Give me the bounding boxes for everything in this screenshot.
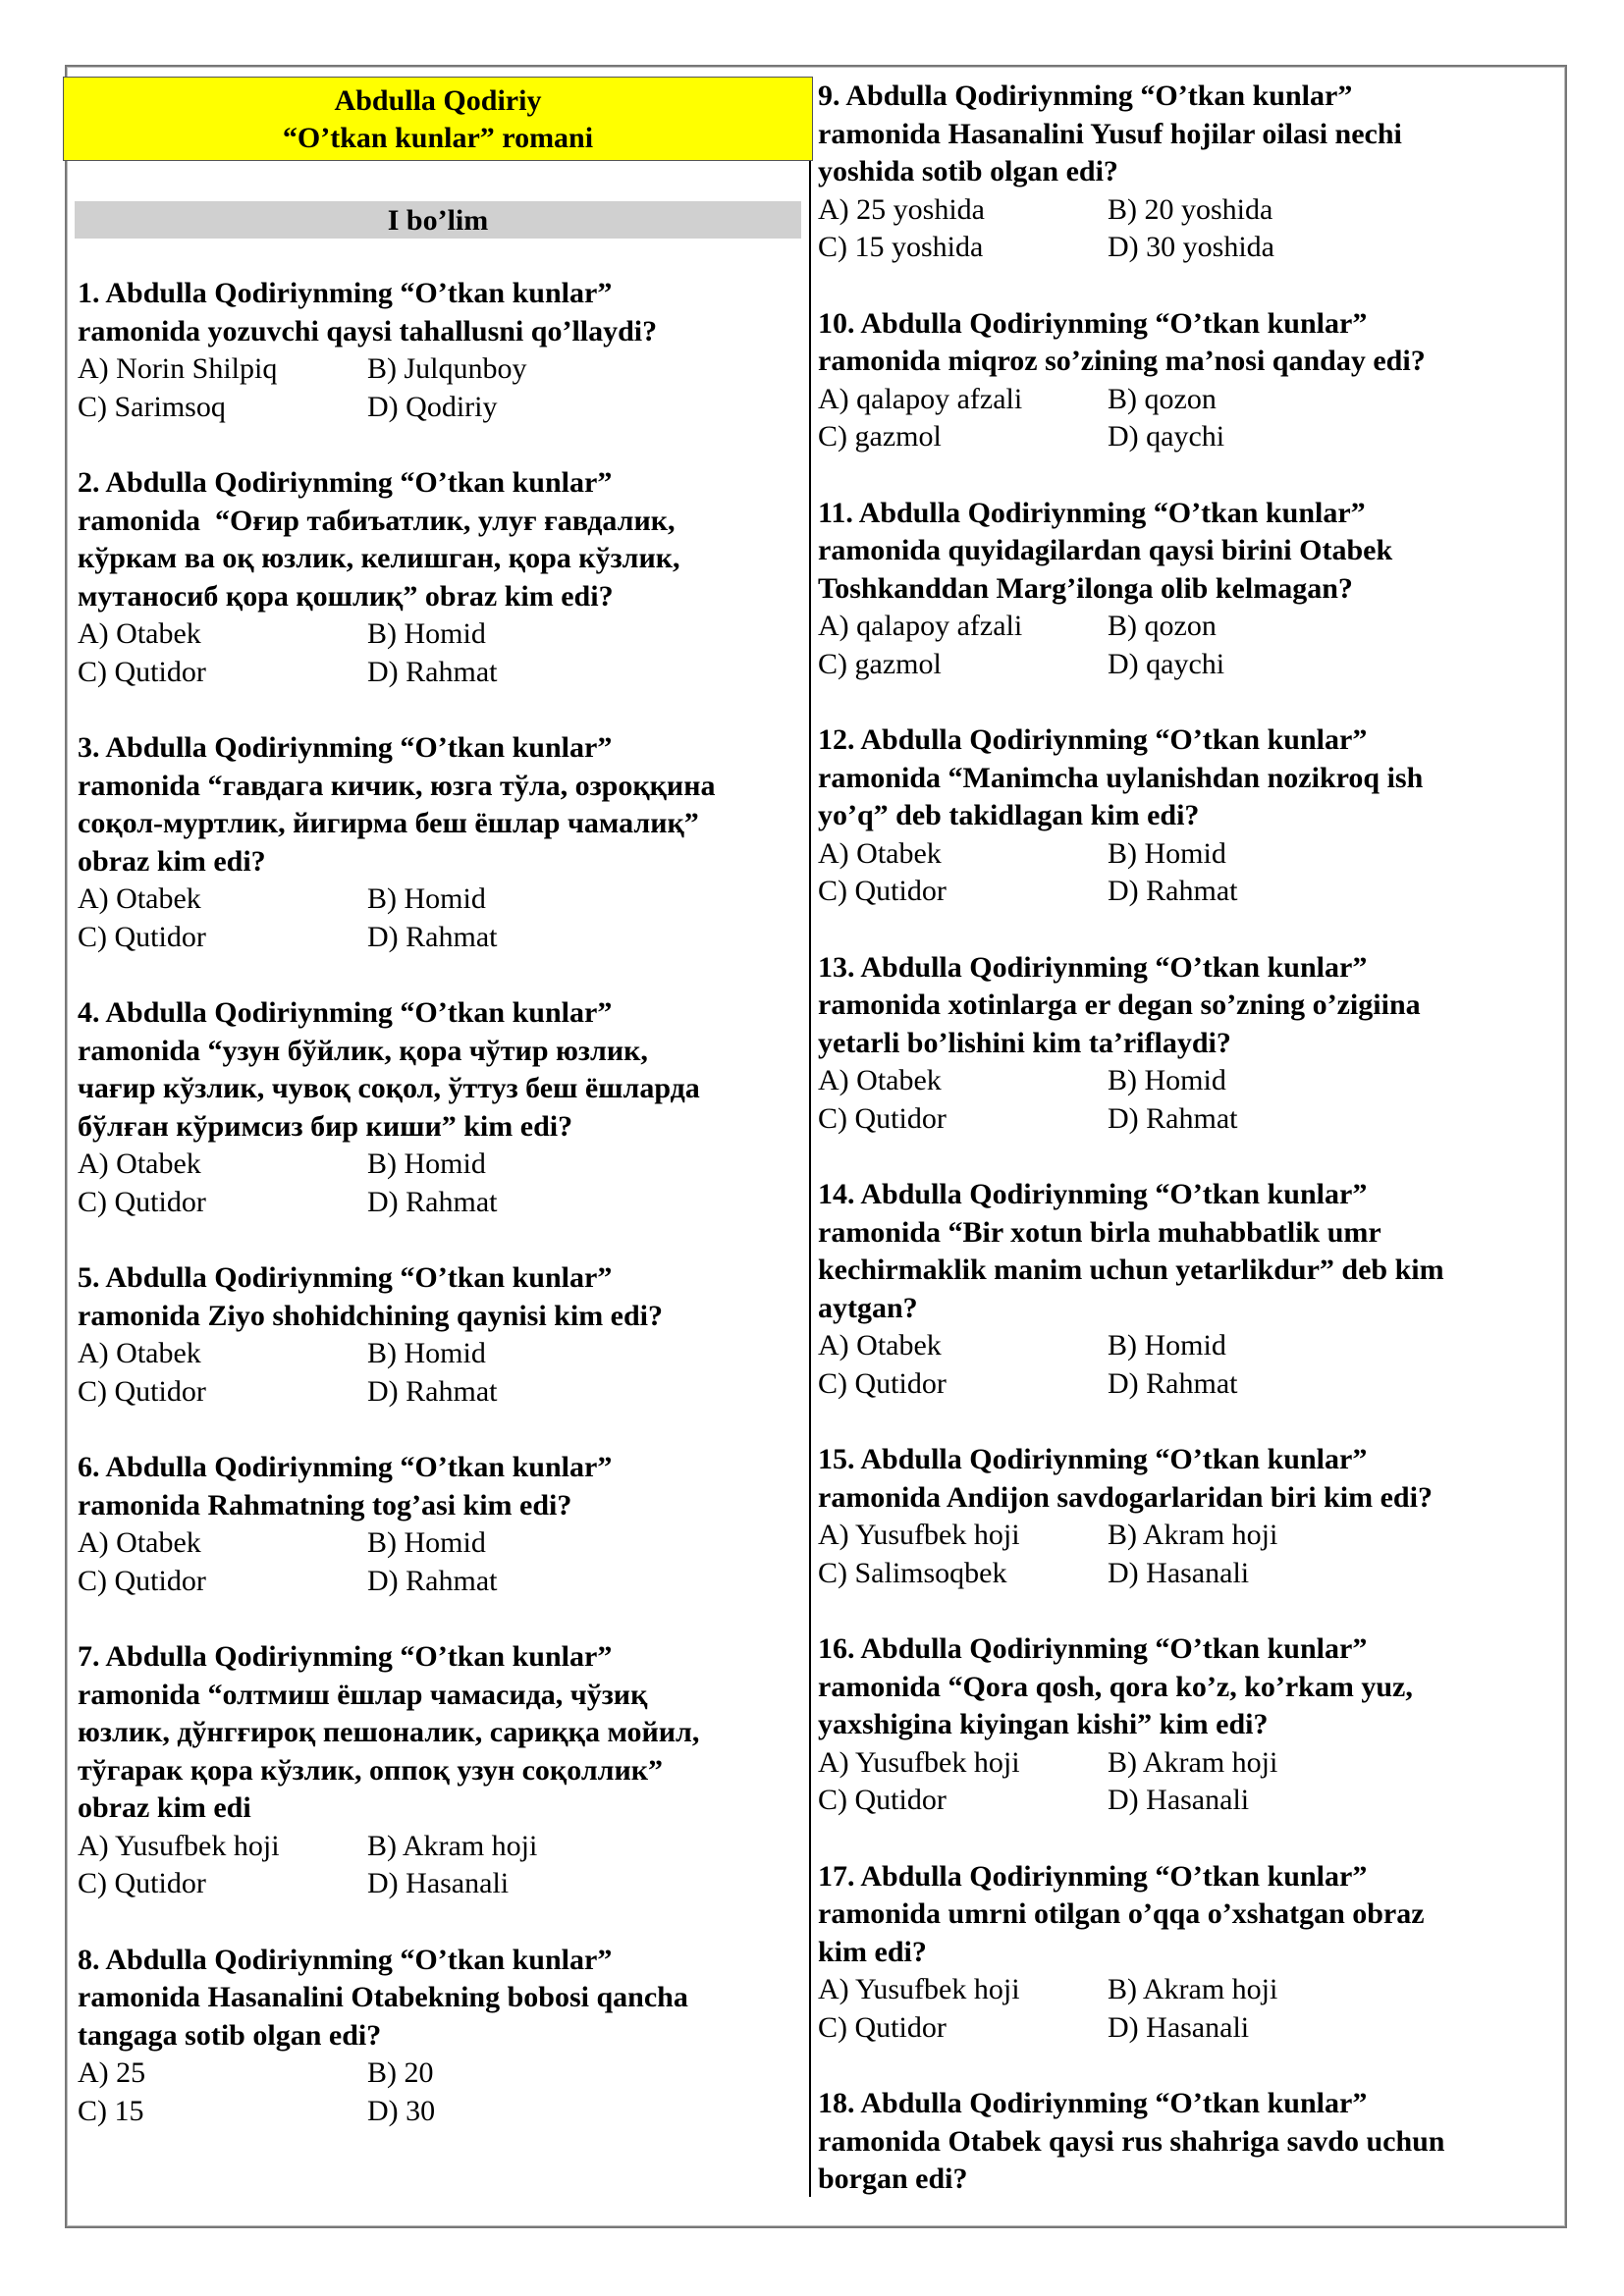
- option-c: C) Qutidor: [818, 1101, 947, 1135]
- option-c: C) gazmol: [818, 647, 942, 680]
- question-text-line: ramonida “олтмиш ёшлар чамасида, чўзиқ: [78, 1678, 648, 1711]
- left-column: [78, 275, 804, 2168]
- options-row: [78, 389, 804, 427]
- question-text-line: Toshkanddan Marg’ilonga olib kelmagan?: [818, 571, 1353, 605]
- question-text-line: borgan edi?: [818, 2163, 968, 2195]
- question-block: [818, 1858, 1544, 2048]
- question-block: [78, 994, 804, 1221]
- question-text-line: 12. Abdulla Qodiriynming “O’tkan kunlar”: [818, 723, 1368, 756]
- option-c: C) Qutidor: [818, 1784, 947, 1816]
- option-a: A) Yusufbek hoji: [818, 1973, 1020, 2005]
- section-title: I bo’lim: [75, 201, 801, 239]
- question-text-line: 13. Abdulla Qodiriynming “O’tkan kunlar”: [818, 950, 1368, 984]
- question-text-line: 15. Abdulla Qodiriynming “O’tkan kunlar”: [818, 1443, 1368, 1475]
- option-c: C) Qutidor: [78, 1564, 206, 1597]
- option-d: D) Rahmat: [1108, 875, 1238, 907]
- option-c: C) Qutidor: [78, 1867, 206, 1899]
- option-a: A) Otabek: [78, 1337, 201, 1369]
- question-block: [818, 721, 1544, 911]
- title-box: [63, 77, 813, 161]
- option-c: C) Qutidor: [78, 1374, 206, 1408]
- options-row: [818, 1365, 1544, 1404]
- question-text-line: ramonida miqroz so’zining ma’nosi qanday edi?: [818, 345, 1426, 377]
- option-a: A) Yusufbek hoji: [818, 1745, 1020, 1779]
- option-c: C) Qutidor: [818, 1366, 947, 1400]
- option-b: B) Homid: [367, 617, 486, 650]
- question-text-line: ramonida Andijon savdogarlaridan biri kim edi?: [818, 1480, 1433, 1514]
- question-text-line: tangaga sotib olgan edi?: [78, 2018, 382, 2052]
- option-a: A) qalapoy afzali: [818, 610, 1023, 642]
- question-text-line: юзлик, дўнгғироқ пешоналик, сариққа мойил,: [78, 1716, 700, 1748]
- options-row: [818, 191, 1544, 230]
- option-a: A) Otabek: [818, 1064, 942, 1096]
- question-text-line: ramonida “Manimcha uylanishdan nozikroq ish: [818, 761, 1424, 794]
- question-text-line: yaxshigina kiyingan kishi” kim edi?: [818, 1708, 1269, 1740]
- option-d: D) Rahmat: [367, 1374, 498, 1408]
- options-row: [78, 350, 804, 389]
- options-row: [78, 1335, 804, 1373]
- option-a: A) Otabek: [78, 1526, 201, 1559]
- option-b: B) Homid: [1108, 1329, 1226, 1362]
- options-row: [78, 1184, 804, 1222]
- options-row: [818, 1782, 1544, 1820]
- title-novel: “O’tkan kunlar” romani: [282, 122, 594, 154]
- option-c: C) Salimsoqbek: [818, 1556, 1007, 1589]
- options-row: [78, 2055, 804, 2093]
- option-c: C) 15 yoshida: [818, 231, 984, 263]
- question-text-line: 7. Abdulla Qodiriynming “O’tkan kunlar”: [78, 1640, 613, 1673]
- option-b: B) Akram hoji: [367, 1829, 538, 1862]
- options-row: [818, 646, 1544, 684]
- option-d: D) Hasanali: [1108, 1784, 1250, 1816]
- options-row: [818, 835, 1544, 874]
- question-text-line: 18. Abdulla Qodiriynming “O’tkan kunlar”: [818, 2087, 1368, 2119]
- option-a: A) Otabek: [818, 1329, 942, 1362]
- option-d: D) Rahmat: [367, 1185, 498, 1218]
- question-text-line: obraz kim edi?: [78, 844, 266, 878]
- option-b: B) 20 yoshida: [1108, 192, 1273, 226]
- question-text-line: соқол-муртлик, йигирма беш ёшлар чамалиқ”: [78, 807, 699, 839]
- title-author: Abdulla Qodiriy: [334, 84, 542, 117]
- question-text-line: ramonida “Оғир табиъатлик, улуғ ғавдалик,: [78, 504, 676, 537]
- options-row: [818, 1327, 1544, 1365]
- question-text-line: 17. Abdulla Qodiriynming “O’tkan kunlar”: [818, 1859, 1368, 1893]
- question-text-line: 2. Abdulla Qodiriynming “O’tkan kunlar”: [78, 466, 613, 499]
- question-text-line: 9. Abdulla Qodiriynming “O’tkan kunlar”: [818, 80, 1353, 112]
- option-d: D) Rahmat: [367, 920, 498, 953]
- question-text-line: obraz kim edi: [78, 1791, 251, 1824]
- options-row: [818, 2009, 1544, 2048]
- option-b: B) Homid: [367, 1337, 486, 1369]
- option-a: A) Otabek: [78, 1148, 201, 1180]
- question-text-line: 6. Abdulla Qodiriynming “O’tkan kunlar”: [78, 1451, 613, 1483]
- options-row: [78, 1865, 804, 1903]
- option-c: C) Qutidor: [78, 655, 206, 688]
- options-row: [818, 229, 1544, 267]
- options-row: [78, 881, 804, 919]
- question-text-line: ramonida “узун бўйлик, қора чўтир юзлик,: [78, 1034, 648, 1067]
- question-block: [78, 1638, 804, 1903]
- question-block: [78, 1449, 804, 1600]
- option-d: D) Rahmat: [367, 1564, 498, 1597]
- option-a: A) Otabek: [78, 617, 201, 650]
- question-text-line: 16. Abdulla Qodiriynming “O’tkan kunlar”: [818, 1632, 1368, 1665]
- options-row: [78, 1563, 804, 1601]
- options-row: [78, 2093, 804, 2131]
- option-b: B) qozon: [1108, 610, 1217, 642]
- question-text-line: бўлған кўримсиз бир киши” kim edi?: [78, 1109, 573, 1143]
- column-divider: [809, 77, 811, 2197]
- option-c: C) 15: [78, 2094, 144, 2127]
- question-text-line: aytgan?: [818, 1291, 918, 1324]
- options-row: [78, 1373, 804, 1412]
- option-b: B) Homid: [1108, 836, 1226, 870]
- options-row: [818, 1555, 1544, 1593]
- question-text-line: yetarli bo’lishini kim ta’riflaydi?: [818, 1026, 1231, 1059]
- question-text-line: 8. Abdulla Qodiriynming “O’tkan kunlar”: [78, 1943, 613, 1976]
- option-b: B) Akram hoji: [1108, 1973, 1278, 2005]
- options-row: [818, 1062, 1544, 1100]
- option-b: B) Homid: [1108, 1064, 1226, 1096]
- option-c: C) Sarimsoq: [78, 390, 226, 423]
- options-row: [818, 1971, 1544, 2009]
- question-text-line: yoshida sotib olgan edi?: [818, 155, 1118, 187]
- option-d: D) Qodiriy: [367, 390, 498, 423]
- question-block: [78, 464, 804, 691]
- question-block: [818, 1441, 1544, 1592]
- question-text-line: ramonida Hasanalini Yusuf hojilar oilasi nechi: [818, 117, 1402, 150]
- question-text-line: тўгарак қора кўзлик, оппоқ узун соқоллик”: [78, 1753, 664, 1787]
- option-d: D) 30 yoshida: [1108, 231, 1274, 263]
- option-c: C) Qutidor: [818, 2010, 947, 2044]
- options-row: [818, 608, 1544, 646]
- question-block: [818, 1176, 1544, 1403]
- option-c: C) Qutidor: [818, 875, 947, 907]
- question-text-line: мутаносиб қора қошлиқ” obraz kim edi?: [78, 579, 614, 613]
- question-block: [818, 1630, 1544, 1820]
- question-text-line: 14. Abdulla Qodiriynming “O’tkan kunlar”: [818, 1178, 1368, 1210]
- option-a: A) 25: [78, 2056, 146, 2089]
- option-a: A) Yusufbek hoji: [818, 1519, 1020, 1551]
- option-d: D) Hasanali: [1108, 2010, 1250, 2044]
- question-text-line: ramonida quyidagilardan qaysi birini Otabek: [818, 534, 1393, 566]
- option-d: D) qaychi: [1108, 647, 1225, 680]
- question-block: [78, 1942, 804, 2131]
- option-b: B) Homid: [367, 1148, 486, 1180]
- question-text-line: ramonida Hasanalini Otabekning bobosi qancha: [78, 1981, 688, 2013]
- option-b: B) Julqunboy: [367, 352, 527, 385]
- question-block: [78, 1259, 804, 1411]
- question-block: [818, 305, 1544, 456]
- options-row: [78, 615, 804, 654]
- question-block: [818, 78, 1544, 267]
- option-d: D) Hasanali: [1108, 1556, 1250, 1589]
- question-text-line: kechirmaklik manim uchun yetarlikdur” deb kim: [818, 1254, 1444, 1286]
- question-block: [818, 495, 1544, 684]
- option-d: D) Rahmat: [1108, 1366, 1238, 1400]
- option-b: B) qozon: [1108, 382, 1217, 415]
- question-block: [818, 949, 1544, 1139]
- question-text-line: 10. Abdulla Qodiriynming “O’tkan kunlar”: [818, 306, 1368, 340]
- options-row: [818, 1744, 1544, 1783]
- option-d: D) Rahmat: [367, 655, 498, 688]
- question-text-line: ramonida “Bir xotun birla muhabbatlik umr: [818, 1215, 1381, 1249]
- question-text-line: kim edi?: [818, 1935, 927, 1968]
- question-text-line: 4. Abdulla Qodiriynming “O’tkan kunlar”: [78, 996, 613, 1029]
- question-block: [78, 275, 804, 426]
- question-text-line: yo’q” deb takidlagan kim edi?: [818, 799, 1200, 831]
- option-a: A) Otabek: [78, 882, 201, 915]
- option-c: C) gazmol: [818, 420, 942, 453]
- options-row: [78, 1146, 804, 1184]
- option-c: C) Qutidor: [78, 920, 206, 953]
- option-c: C) Qutidor: [78, 1185, 206, 1218]
- question-text-line: 1. Abdulla Qodiriynming “O’tkan kunlar”: [78, 277, 613, 309]
- option-d: D) 30: [367, 2094, 436, 2127]
- question-text-line: кўркам ва оқ юзлик, келишган, қора кўзлик,: [78, 542, 680, 574]
- option-a: A) Yusufbek hoji: [78, 1829, 280, 1862]
- question-text-line: ramonida Rahmatning tog’asi kim edi?: [78, 1488, 572, 1522]
- options-row: [818, 1517, 1544, 1555]
- options-row: [78, 1524, 804, 1563]
- options-row: [78, 1828, 804, 1866]
- question-text-line: чағир кўзлик, чувоқ соқол, ўттуз беш ёшларда: [78, 1072, 700, 1104]
- question-text-line: 11. Abdulla Qodiriynming “O’tkan kunlar”: [818, 496, 1366, 529]
- option-a: A) 25 yoshida: [818, 192, 985, 226]
- question-text-line: ramonida Otabek qaysi rus shahriga savdo uchun: [818, 2124, 1445, 2158]
- question-block: [78, 729, 804, 956]
- question-text-line: ramonida xotinlarga er degan so’zning o’zigiina: [818, 988, 1421, 1021]
- question-text-line: ramonida yozuvchi qaysi tahallusni qo’llaydi?: [78, 314, 658, 347]
- option-d: D) qaychi: [1108, 420, 1225, 453]
- question-text-line: 5. Abdulla Qodiriynming “O’tkan kunlar”: [78, 1261, 613, 1294]
- options-row: [78, 654, 804, 692]
- option-b: B) Akram hoji: [1108, 1519, 1278, 1551]
- option-b: B) Akram hoji: [1108, 1745, 1278, 1779]
- option-a: A) Norin Shilpiq: [78, 352, 278, 385]
- question-text-line: 3. Abdulla Qodiriynming “O’tkan kunlar”: [78, 731, 613, 764]
- option-b: B) 20: [367, 2056, 434, 2089]
- option-b: B) Homid: [367, 882, 486, 915]
- question-text-line: ramonida umrni otilgan o’qqa o’xshatgan obraz: [818, 1897, 1425, 1930]
- option-a: A) Otabek: [818, 836, 942, 870]
- question-text-line: ramonida “Qora qosh, qora ko’z, ko’rkam yuz,: [818, 1670, 1413, 1703]
- options-row: [818, 381, 1544, 419]
- options-row: [78, 919, 804, 957]
- options-row: [818, 418, 1544, 456]
- options-row: [818, 873, 1544, 911]
- options-row: [818, 1100, 1544, 1139]
- option-a: A) qalapoy afzali: [818, 382, 1023, 415]
- option-d: D) Hasanali: [367, 1867, 510, 1899]
- option-b: B) Homid: [367, 1526, 486, 1559]
- question-block: [818, 2085, 1544, 2199]
- question-text-line: ramonida “гавдага кичик, юзга тўла, озроққина: [78, 769, 716, 802]
- question-text-line: ramonida Ziyo shohidchining qaynisi kim edi?: [78, 1299, 664, 1332]
- option-d: D) Rahmat: [1108, 1101, 1238, 1135]
- right-column: [818, 78, 1544, 2237]
